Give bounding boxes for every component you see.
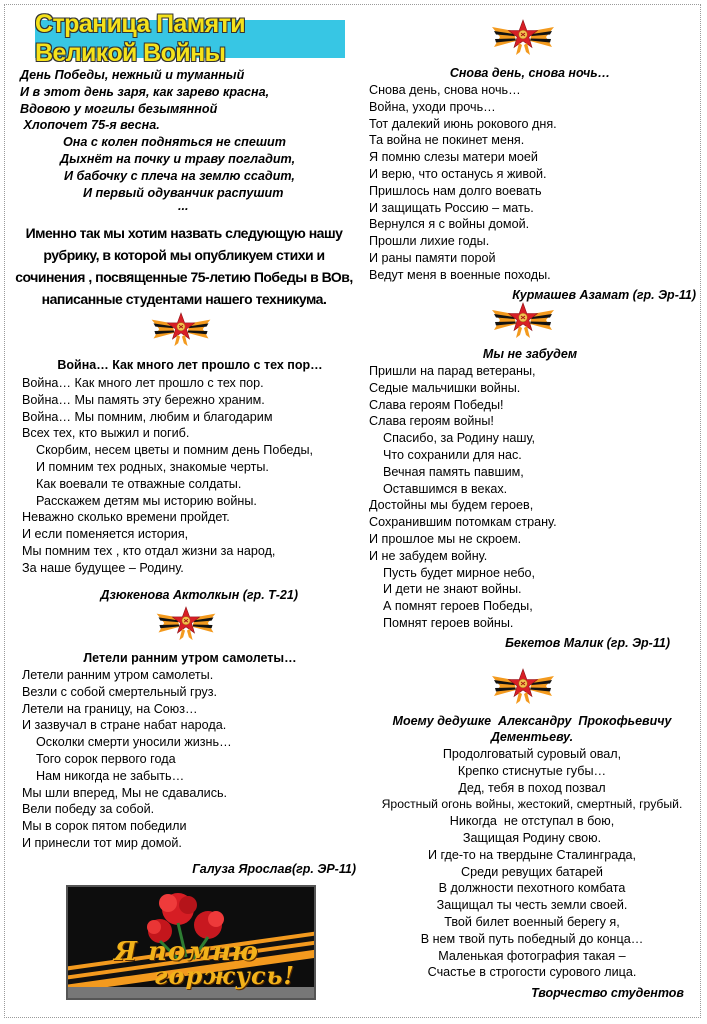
poem-line: Снова день, снова ночь… <box>369 83 521 97</box>
poem-line: Дед, тебя в поход позвал <box>458 780 606 795</box>
star-ribbon-icon <box>153 606 219 642</box>
poem-line: Мы помним тех , кто отдал жизни за народ, <box>22 543 276 558</box>
poem-line: Защищая Родину свою. <box>462 830 602 845</box>
intro-line: ... <box>178 199 189 214</box>
star-ribbon-icon <box>490 18 556 58</box>
poem-line: Достойны мы будем героев, <box>369 498 534 513</box>
poem-line: Летели на границу, на Союз… <box>22 701 198 716</box>
poem-line: Скорбим, несем цветы и помним день Победы, <box>22 443 314 458</box>
star-ribbon-icon <box>490 302 556 340</box>
poem-line: Сохранившим потомкам страну. <box>369 515 557 530</box>
poem-daynight-title: Снова день, снова ночь… <box>449 66 611 80</box>
poem-line: Твой билет военный берегу я, <box>444 914 620 929</box>
poem-war-body <box>22 375 362 577</box>
poem-planes-author: Галуза Ярослав(гр. ЭР-11) <box>192 862 356 876</box>
intro-line: И бабочку с плеча на землю ссадит, <box>64 168 295 183</box>
intro-line: И в этот день заря, как зарево красна, <box>20 84 270 99</box>
intro-poem <box>20 67 360 214</box>
poem-line: Нам никогда не забыть… <box>22 768 185 783</box>
poem-line: Спасибо, за Родину нашу, <box>369 431 536 446</box>
poem-line: Оставшимся в веках. <box>369 481 508 496</box>
poem-line: Пришлось нам долго воевать <box>369 183 542 198</box>
poem-grandpa-title-line1: Моему дедушке Александру Прокофьевичу <box>392 714 672 728</box>
poem-line: Осколки смерти уносили жизнь… <box>22 735 232 750</box>
poem-line: Продолговатый суровый овал, <box>442 747 622 761</box>
intro-line: Она с колен подняться не спешит <box>63 135 286 150</box>
poem-line: Везли с собой смертельный груз. <box>22 684 218 699</box>
poem-line: И зазвучал в стране набат народа. <box>22 718 227 733</box>
poem-line: И где-то на твердыне Сталинграда, <box>427 847 637 862</box>
poem-line: Седые мальчишки войны. <box>369 380 521 395</box>
poem-line: Война… Мы память эту бережно храним. <box>22 392 265 407</box>
poem-grandpa-title <box>362 713 702 745</box>
intro-line: День Победы, нежный и туманный <box>20 68 245 82</box>
poem-line: Война… Как много лет прошло с тех пор. <box>22 376 264 390</box>
star-ribbon-icon <box>148 312 214 348</box>
poem-line: Яростный огонь войны, жестокий, смертный, грубый. <box>381 797 683 812</box>
poem-line: Вернулся я с войны домой. <box>369 217 530 232</box>
poem-line: Что сохранили для нас. <box>369 447 522 462</box>
poem-line: Тот далекий июнь рокового дня. <box>369 116 557 131</box>
poem-line: В нем твой путь победный до конца… <box>420 931 644 946</box>
page-title: Страница Памяти Великой Войны <box>35 20 345 58</box>
poem-planes-body <box>22 667 362 852</box>
intro-line: Вдовою у могилы безымянной <box>20 101 218 116</box>
poem-line: Прошли лихие годы. <box>369 234 490 249</box>
poem-remember-author: Бекетов Малик (гр. Эр-11) <box>505 636 670 650</box>
poem-line: Летели ранним утром самолеты. <box>22 668 214 682</box>
poem-line: Та война не покинет меня. <box>369 133 525 148</box>
poem-line: И если поменяется история, <box>22 527 189 542</box>
poem-line: А помнят героев Победы, <box>369 599 533 614</box>
poem-line: Помнят героев войны. <box>369 615 514 630</box>
poem-planes-title: Летели ранним утром самолеты… <box>83 651 297 665</box>
poem-line: Счастье в строгости сурового лица. <box>427 965 637 980</box>
poem-line: Маленькая фотография такая – <box>438 948 626 963</box>
poem-daynight-body <box>369 82 689 284</box>
poem-line: И верю, что останусь я живой. <box>369 166 547 181</box>
poem-line: Крепко стиснутые губы… <box>457 763 607 778</box>
poem-remember-body <box>369 363 689 632</box>
poem-line: Неважно сколько времени пройдет. <box>22 510 230 525</box>
poem-line: Мы в сорок пятом победили <box>22 819 187 834</box>
poem-line: Мы шли вперед, Мы не сдавались. <box>22 785 228 800</box>
remember-proud-poster <box>66 885 316 1000</box>
intro-line: Хлопочет 75-я весна. <box>20 118 160 133</box>
poem-line: И дети не знают войны. <box>369 582 522 597</box>
poem-remember-title: Мы не забудем <box>482 347 578 361</box>
poem-line: Пусть будет мирное небо, <box>369 565 536 580</box>
poem-line: Вечная память павшим, <box>369 464 524 479</box>
star-ribbon-icon <box>490 668 556 706</box>
poem-line: И прошлое мы не скроем. <box>369 531 522 546</box>
poem-grandpa-body <box>362 746 702 981</box>
poem-line: Того сорок первого года <box>22 751 176 766</box>
poster-line-1: Я помню <box>114 937 259 967</box>
poem-line: Среди ревущих батарей <box>461 864 603 879</box>
poem-war-title: Война… Как много лет прошло с тех пор… <box>57 358 323 372</box>
poster-line-2: горжусь! <box>154 961 295 990</box>
poem-line: Ведут меня в военные походы. <box>369 267 551 282</box>
poem-line: И раны памяти порой <box>369 250 496 265</box>
intro-announcement: Именно так мы хотим назвать следующую нашу рубрику, в которой мы опубликуем стихи и сочинения , посвященные 75-летию Победы в ВОв, написанные студентами нашего техникума. <box>15 225 353 307</box>
intro-line: Дыхнёт на почку и траву погладит, <box>60 151 296 166</box>
poem-line: Слава героям войны! <box>369 414 494 429</box>
poem-line: Всех тех, кто выжил и погиб. <box>22 426 190 441</box>
poem-line: И принесли тот мир домой. <box>22 835 182 850</box>
poem-line: Война, уходи прочь… <box>369 99 496 114</box>
poem-line: Слава героям Победы! <box>369 397 504 412</box>
poem-war-author: Дзюкенова Актолкын (гр. Т-21) <box>100 588 298 602</box>
poem-line: Расскажем детям мы историю войны. <box>22 493 257 508</box>
poem-line: И защищать Россию – мать. <box>369 200 534 215</box>
poem-line: Как воевали те отважные солдаты. <box>22 476 242 491</box>
poem-line: И не забудем войну. <box>369 548 488 563</box>
intro-line: И первый одуванчик распушит <box>83 185 284 200</box>
poem-grandpa-title-line2: Дементьеву. <box>490 730 574 744</box>
poem-line: Война… Мы помним, любим и благодарим <box>22 409 273 424</box>
poem-line: Я помню слезы матери моей <box>369 150 538 165</box>
poem-grandpa-author: Творчество студентов <box>531 986 684 1000</box>
poem-line: И помним тех родных, знакомые черты. <box>22 459 269 474</box>
poem-line: Вели победу за собой. <box>22 802 155 817</box>
poem-daynight-author: Курмашев Азамат (гр. Эр-11) <box>512 288 696 302</box>
poem-line: Никогда не отступал в бою, <box>449 814 615 829</box>
poem-line: В должности пехотного комбата <box>438 881 626 896</box>
poem-line: Пришли на парад ветераны, <box>369 364 536 378</box>
poem-line: Защищал ты честь земли своей. <box>436 898 628 913</box>
poem-line: За наше будущее – Родину. <box>22 560 184 575</box>
